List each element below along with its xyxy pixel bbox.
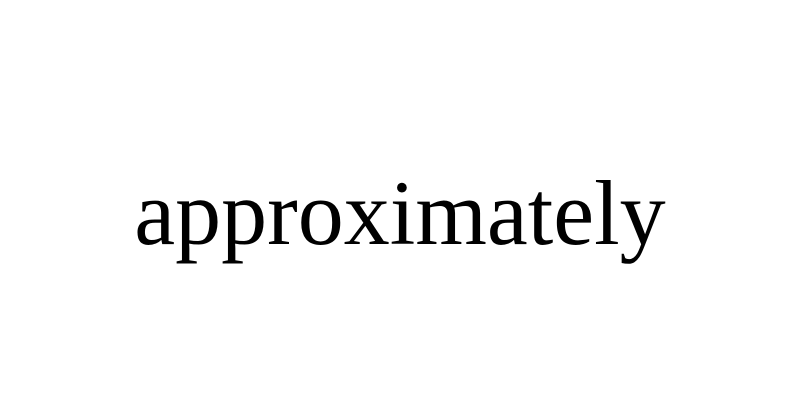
rendered-word: approximately — [134, 162, 666, 264]
